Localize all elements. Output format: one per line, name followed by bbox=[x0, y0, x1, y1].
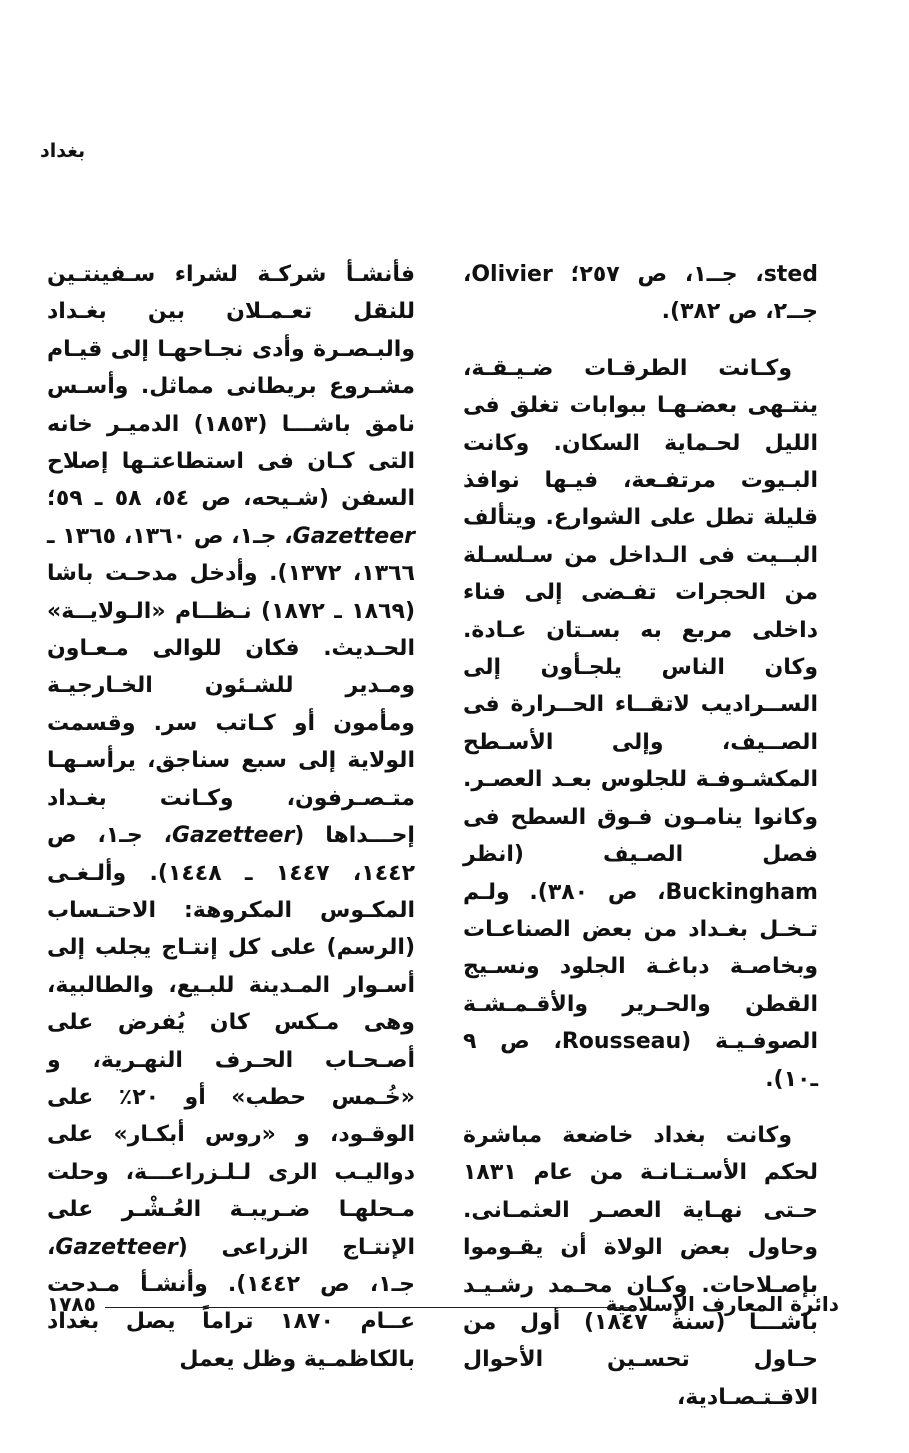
paragraph bbox=[463, 256, 818, 331]
latin-reference: Gazetteer bbox=[55, 1234, 178, 1260]
paragraph: وكانت بغداد خاضعة مباشرة لحكم الأسـتـانـة من عام ١٨٣١ حـتى نهـاية العصـر العثمـانى. وحاول بعض الولاة أن يقـوموا بإصـلاحات. وكـان محـمد رشـيـد باشـــا (سنة ١٨٤٧) أول من حـاول تحسـين الأحوال الاقـتـصـادية، bbox=[463, 1122, 818, 1410]
paragraph bbox=[47, 256, 415, 1378]
latin-reference: sted bbox=[763, 262, 818, 287]
right-column bbox=[463, 256, 818, 1416]
paragraph bbox=[463, 350, 818, 1098]
latin-reference: Olivier bbox=[471, 262, 553, 287]
text-run: ، جـ١، ص ١٤٤٢، ١٤٤٧ ـ ١٤٤٨). وألـغـى المكـوس المكروهة: الاحتـساب (الرسم) على كل إنتـاج يجلب إلى أسـوار المـدينة للبـيع، والطالبية، وهى مـكس كان يُفرض على أصـحـاب الحـرف النهـرية، و «خُـمس حطب» أو ٢٠٪ على الوقـود، و «روس أبكـار» على دواليـب الرى لـلـزراعـــة، وحلت مـحلهـا ضـريبـة العُـشْـر على الإنتـاج الزراعى ( bbox=[47, 823, 416, 1260]
running-head: بغداد bbox=[40, 140, 86, 162]
latin-reference: Rousseau bbox=[561, 1029, 682, 1055]
latin-reference: Gazetteer bbox=[292, 523, 415, 549]
text-run: ، ص ٣٨٠). ولـم تـخـل بغـداد من بعض الصناعـات وبخاصـة دباغـة الجلود ونسـيج القطن والحـرير والأقـمـشـة الصوفـيـة ( bbox=[463, 879, 818, 1055]
text-run: ، جــ١، ص ٢٥٧؛ bbox=[552, 262, 764, 287]
latin-reference: Buckingham bbox=[665, 879, 818, 905]
text-run: وكـانت الطرقـات ضـيـقـة، ينتـهى بعضـهـا ببوابات تغلق فى الليل لحـماية السكان. وكانت البـيوت مرتفـعة، فيـها نوافذ قليلة تطل على الشوارع. ويتألف البــيت فى الـداخل من سـلسـلة من الحجرات تفـضى إلى فناء داخلى مربع به بسـتان عـادة. وكان الناس يلجـأون إلى الســراديب لاتقــاء الحــرارة فى الصــيف، وإلى الأسـطح المكشـوفـة للجلوس بعـد العصـر. وكانوا ينامـون فـوق السطح فى فصل الصـيف (انظر bbox=[463, 355, 818, 868]
footer-title: دائرة المعارف الإسلامية bbox=[605, 1292, 839, 1316]
left-column bbox=[47, 256, 415, 1378]
latin-reference: Gazetteer bbox=[171, 823, 295, 849]
text-run: ، جـ١، ص ١٤٤٢). وأنشـأ مـدحت عــام ١٨٧٠ تراماً يصل بغداد بالكاظمـية وظل يعمل bbox=[47, 1234, 415, 1372]
page-number: ١٧٨٥ bbox=[47, 1292, 96, 1316]
text-run: فأنشـأ شركـة لشراء سـفينتـين للنقل تعـمـلان بين بغـداد والبـصـرة وأدى نجـاحهـا إلى قيـام مشـروع بريطانى مماثل. وأسـس نامق باشـــا (١٨٥٣) الدميـر خانه التى كـان فى استطاعتـها إصلاح السفن (شـيحه، ص ٥٤، ٥٨ ـ ٥٩؛ bbox=[47, 262, 415, 512]
text-run: ، جـ١، ص ١٣٦٠، ١٣٦٥ ـ ١٣٦٦، ١٣٧٢). وأدخل مدحـت باشا (١٨٦٩ ـ ١٨٧٢) نـظــام «الـولايــة» الحـديث. فكان للوالى مـعـاون ومـدير للشـئون الخـارجيـة ومأمون أو كـاتب سر. وقسمت الولاية إلى سبع سناجق، يرأسـهـا متـصـرفون، وكـانت بغـداد إحـــداها ( bbox=[47, 523, 415, 849]
footer-rule bbox=[105, 1307, 633, 1308]
text-run: ، ص ٩ ـ١٠). bbox=[463, 1029, 818, 1092]
text-run: ، جــ٢، ص ٣٨٢). bbox=[463, 262, 818, 325]
